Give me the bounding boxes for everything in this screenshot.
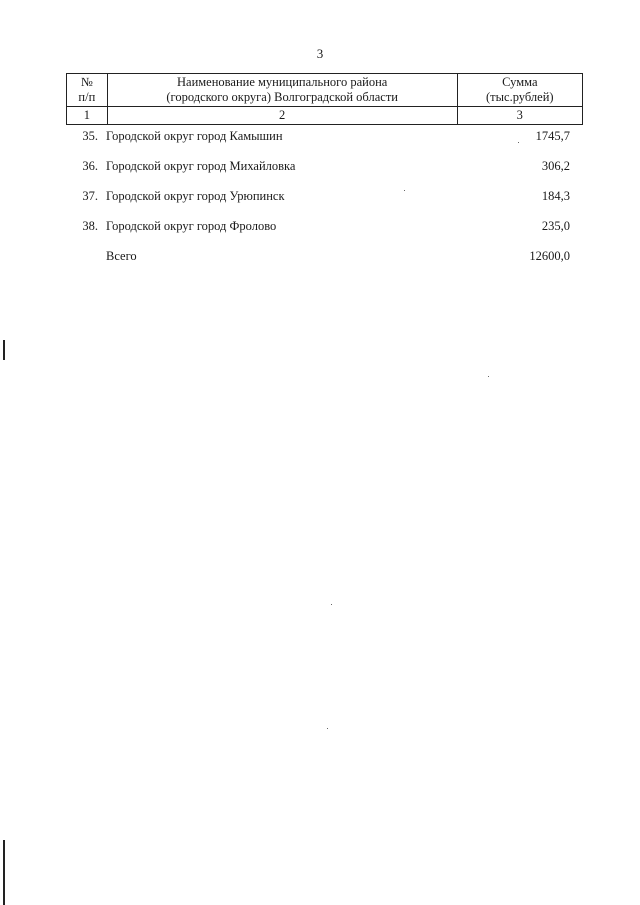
table-row: [66, 218, 570, 234]
row-sum: 184,3: [541, 189, 570, 203]
row-name: Городской округ город Михайловка: [106, 159, 296, 173]
scan-edge-mark: [3, 340, 5, 360]
row-name: Городской округ город Фролово: [106, 219, 277, 233]
table-row: [66, 188, 570, 204]
page-number: 3: [316, 46, 324, 61]
header-col-name: [107, 74, 457, 107]
row-number: 36.: [82, 159, 98, 173]
scan-speck: [488, 376, 489, 377]
header-col-sum: [457, 74, 582, 107]
row-sum: 1745,7: [535, 129, 570, 143]
total-label: Всего: [106, 249, 137, 263]
total-sum: 12600,0: [529, 249, 570, 263]
row-name: Городской округ город Камышин: [106, 129, 283, 143]
header-col-sum-line1: Сумма: [502, 75, 538, 89]
total-row: [66, 248, 570, 264]
column-numbering-row: [67, 107, 583, 125]
header-col-sum-line2: (тыс.рублей): [486, 90, 554, 104]
scan-speck: [404, 190, 405, 191]
table-row: [66, 158, 570, 174]
row-sum: 306,2: [541, 159, 570, 173]
row-number: 35.: [82, 129, 98, 143]
column-number-3: 3: [457, 107, 582, 125]
scan-speck: [518, 142, 519, 143]
header-col-name-line1: Наименование муниципального района: [177, 75, 388, 89]
header-col-number-line1: №: [80, 75, 93, 89]
table-header: [66, 73, 583, 125]
row-number: 38.: [82, 219, 98, 233]
header-col-number-line2: п/п: [78, 90, 96, 104]
scan-speck: [327, 728, 328, 729]
row-number: 37.: [82, 189, 98, 203]
header-col-number: [67, 74, 108, 107]
column-number-2: 2: [107, 107, 457, 125]
scan-speck: [331, 604, 332, 605]
scan-edge-mark: [3, 840, 5, 905]
header-col-name-line2: (городского округа) Волгоградской области: [166, 90, 398, 104]
row-sum: 235,0: [541, 219, 570, 233]
column-number-1: 1: [67, 107, 108, 125]
table-row: [66, 128, 570, 144]
row-name: Городской округ город Урюпинск: [106, 189, 285, 203]
header-row: [67, 74, 583, 107]
